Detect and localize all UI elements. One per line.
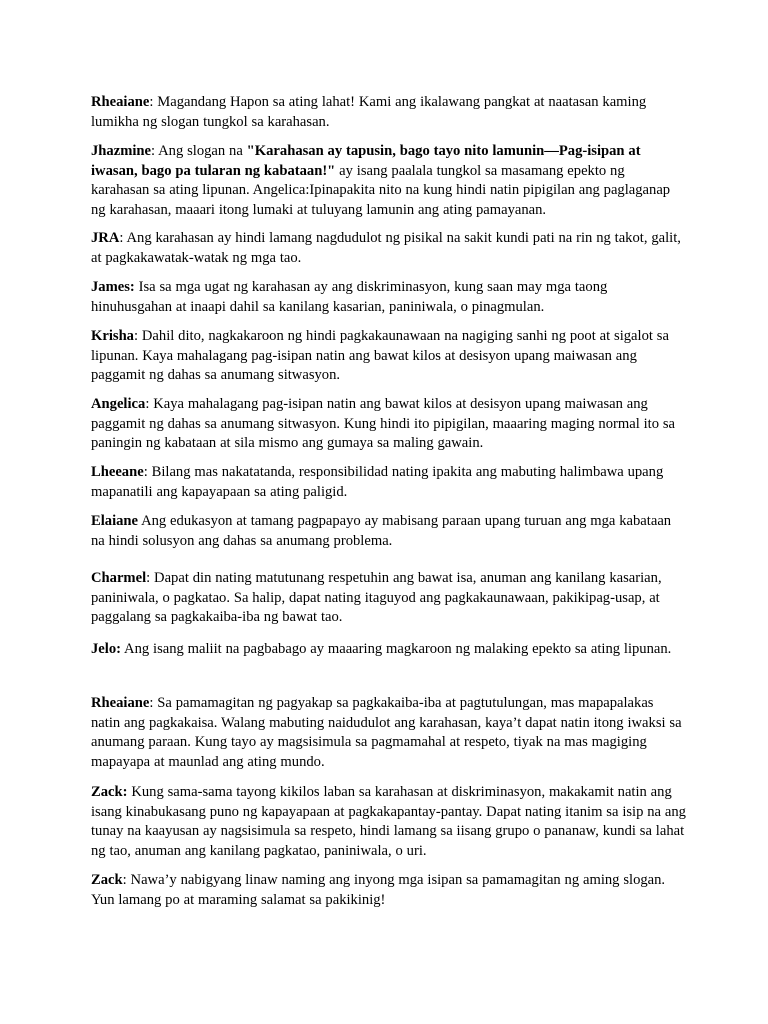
paragraph-text: Ang isang maliit na pagbabago ay maaaring magkaroon ng malaking epekto sa ating lipunan. bbox=[121, 641, 672, 657]
paragraph-text: Kaya mahalagang pag-isipan natin ang bawat kilos at desisyon upang maiwasan ang paggamit ng dahas sa anumang sitwasyon. Kung hindi ito pipigilan, maaaring maging normal ito sa paningin ng kabataan at sila mismo ang gumaya sa maling gawain. bbox=[91, 396, 679, 451]
paragraph-text: ay isang paalala tungkol sa masamang epekto ng karahasan sa ating lipunan. Angelica:Ipinapakita nito na kung hindi natin pipigilan ang paglaganap ng karahasan, maaari itong lumaki at tuluyang lamunin ang ating pamayanan. bbox=[91, 162, 674, 218]
paragraph-text: Isa sa mga ugat ng karahasan ay ang diskriminasyon, kung saan may mga taong hinuhusgahan at inaapi dahil sa kanilang kasarian, paniniwala, o pinagmulan. bbox=[91, 279, 612, 315]
paragraph-text: Bilang mas nakatatanda, responsibilidad nating ipakita ang mabuting halimbawa upang mapanatili ang kapayapaan sa ating paligid. bbox=[91, 464, 668, 500]
speaker-name: Jhazmine bbox=[91, 143, 151, 159]
speaker-name: Charmel bbox=[91, 570, 147, 586]
paragraph-text: Kung sama-sama tayong kikilos laban sa karahasan at diskriminasyon, makakamit natin ang isang kinabukasang puno ng kapayapaan at pagkakapantay-pantay. Dapat nating itanim sa isip na ang tunay na kaayusan ay nagsisimula sa respeto, hindi lamang sa iisang grupo o pananaw, kundi sa lahat ng tao, anuman ang kanilang pagkatao, paniniwala, o uri. bbox=[91, 784, 690, 859]
paragraph-text: Nawa’y nabigyang linaw naming ang inyong mga isipan sa pamamagitan ng aming slogan. Yun lamang po at maraming salamat sa pakikinig! bbox=[91, 872, 669, 908]
paragraph-text: Ang edukasyon at tamang pagpapayo ay mabisang paraan upang turuan ang mga kabataan na hindi solusyon ang dahas sa anumang problema. bbox=[91, 513, 675, 549]
speaker-separator: : bbox=[133, 328, 139, 344]
paragraph-text: Ang slogan na bbox=[155, 143, 247, 159]
speaker-separator: : bbox=[119, 230, 124, 246]
paragraph-text: Magandang Hapon sa ating lahat! Kami ang ikalawang pangkat at naatasan kaming lumikha ng slogan tungkol sa karahasan. bbox=[91, 94, 651, 130]
dialogue-paragraph bbox=[91, 783, 690, 861]
paragraph-text: Ang karahasan ay hindi lamang nagdudulot ng pisikal na sakit kundi pati na rin ng takot, galit, at pagkakawatak-watak ng mga tao. bbox=[91, 230, 685, 266]
speaker-name: Zack bbox=[91, 872, 123, 888]
paragraph-text: Dahil dito, nagkakaroon ng hindi pagkakaunawaan na nagiging sanhi ng poot at sigalot sa lipunan. Kaya mahalagang pag-isipan natin ang bawat kilos at desisyon upang maiwasan ang paggamit ng dahas sa anumang sitwasyon. bbox=[91, 328, 673, 383]
paragraph-text: Sa pamamagitan ng pagyakap sa pagkakaiba-iba at pagtutulungan, mas mapapalakas natin ang pagkakaisa. Walang mabuting naidudulot ang karahasan, kaya’t dapat natin itong iwaksi sa anumang paraan. Kung tayo ay magsisimula sa pagmamahal at respeto, tiyak na mas magiging mapayapa at maunlad ang ating mundo. bbox=[91, 695, 686, 770]
speaker-separator: : bbox=[149, 94, 154, 110]
speaker-separator: : bbox=[149, 695, 154, 711]
speaker-separator: : bbox=[143, 464, 148, 480]
dialogue-paragraph bbox=[91, 395, 686, 454]
dialogue-paragraph bbox=[91, 278, 686, 317]
speaker-separator: : bbox=[151, 143, 156, 159]
speaker-name: Rheaiane bbox=[91, 94, 150, 110]
speaker-name: Rheaiane bbox=[91, 695, 150, 711]
dialogue-paragraph bbox=[91, 512, 686, 551]
paragraph-text: Dapat din nating matutunang respetuhin ang bawat isa, anuman ang kanilang kasarian, paniniwala, o pagkatao. Sa halip, dapat nating itaguyod ang pagkakaunawaan, pakikipag-usap, at paggalang sa pagkakaiba-iba ng bawat tao. bbox=[91, 570, 666, 625]
dialogue-paragraph bbox=[91, 93, 686, 132]
dialogue-paragraph bbox=[91, 871, 686, 910]
dialogue-paragraph bbox=[91, 142, 686, 220]
speaker-separator: : bbox=[146, 570, 151, 586]
speaker-name: James: bbox=[91, 279, 135, 295]
speaker-separator: : bbox=[145, 396, 150, 412]
speaker-name: Krisha bbox=[91, 328, 134, 344]
speaker-separator: : bbox=[122, 872, 127, 888]
speaker-name: Elaiane bbox=[91, 513, 139, 529]
speaker-name: Jelo: bbox=[91, 641, 121, 657]
speaker-name: Lheeane bbox=[91, 464, 144, 480]
speaker-name: Zack: bbox=[91, 784, 128, 800]
speaker-name: JRA bbox=[91, 230, 120, 246]
dialogue-paragraph bbox=[91, 569, 686, 628]
dialogue-paragraph bbox=[91, 694, 686, 772]
dialogue-paragraph bbox=[91, 327, 686, 386]
dialogue-paragraph bbox=[91, 640, 671, 660]
dialogue-paragraph bbox=[91, 229, 686, 268]
dialogue-paragraph bbox=[91, 463, 686, 502]
slogan-text: "Karahasan ay tapusin, bago tayo nito lamunin—Pag-isipan at iwasan, bago pa tularan ng kabataan!" bbox=[91, 143, 645, 179]
speaker-name: Angelica bbox=[91, 396, 146, 412]
